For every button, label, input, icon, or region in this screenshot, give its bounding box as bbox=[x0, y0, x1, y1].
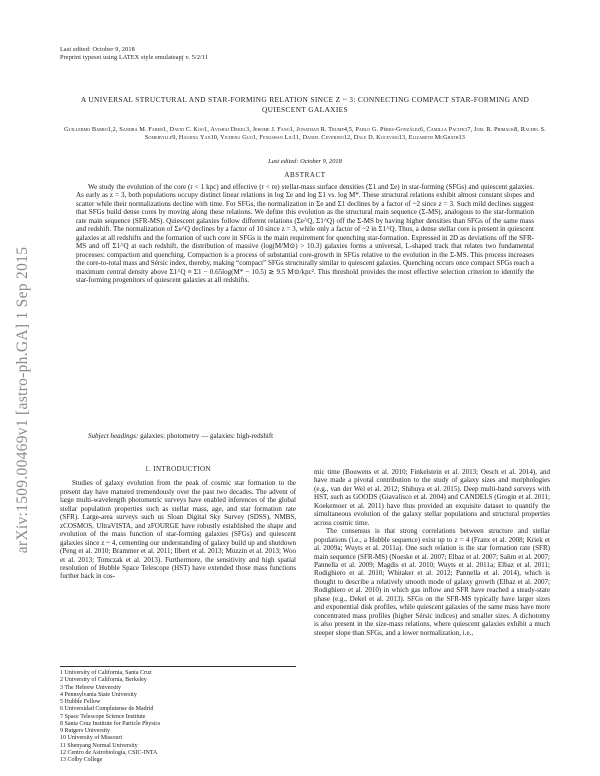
left-column bbox=[60, 465, 296, 581]
footnote-item: 6 Universidad Complutense de Madrid bbox=[60, 706, 154, 713]
subject-headings bbox=[88, 432, 534, 440]
footnote-item: 11 Shenyang Normal University bbox=[60, 742, 138, 749]
footnote-item: 4 Pennsylvania State University bbox=[60, 691, 137, 698]
abstract-heading: ABSTRACT bbox=[284, 171, 326, 179]
footnote-item: 13 Colby College bbox=[60, 757, 103, 763]
header-meta bbox=[60, 46, 208, 62]
footnote-item: 5 Hubble Fellow bbox=[60, 699, 101, 705]
footnote-item: 12 Centro de Astrobiología, CSIC-INTA bbox=[60, 749, 158, 756]
footnote-item: 3 The Hebrew University bbox=[60, 684, 122, 691]
subject-headings-text: galaxies: photometry — galaxies: high-redshift bbox=[140, 432, 274, 440]
last-edited-header: Last edited: October 9, 2018 bbox=[60, 46, 135, 53]
section-heading-introduction: 1. INTRODUCTION bbox=[145, 465, 211, 473]
abstract-body: We study the evolution of the core (r < 1 kpc) and effective (r < re) stellar-mass surface densities (Σ1 and Σe) in star-forming (SFGs) and quiescent galaxies. As early as z = 3, both populations occupy distinct linear relations in log Σe and log Σ1 vs. log M*. These structural relations exhibit almost constant slopes and scatter while their normalizations decline with time. For SFGs, the normalization in Σe and Σ1 declines by a factor of ~2 since z = 3. Such mild declines suggest that SFGs build dense cores by moving along these relations. We define this evolution as the structural main sequence (Σ-MS), analogous to the star-formation rate main sequence (SFR-MS). Quiescent galaxies follow different relations (Σe^Q, Σ1^Q) off the Σ-MS by having higher densities than SFGs of the same mass and redshift. The normalization of Σe^Q declines by a factor of 10 since z = 3, while only a factor of ~2 in Σ1^Q. Thus, a dense stellar core is present in quiescent galaxies at all redshifts and the formation of such core in SFGs is the main requirement for quenching star-formation. Expressed in 2D as deviations off the SFR-MS and off Σ1^Q at each redshift, the distribution of massive (log(M/M⊙) > 10.3) galaxies forms a universal, L-shaped track that relates two fundamental processes: compaction and quenching. Compaction is a process of substantial core-growth in SFGs relative to the evolution in the Σ-MS. This process increases the core-to-total mass and Sérsic index, thereby, making “compact” SFGs structurally similar to quiescent galaxies. Quenching occurs once compact SFGs reach a maximum central density above Σ1^Q ≡ Σ1 − 0.65log(M* − 10.5) ≳ 9.5 M⊙/kpc². This threshold provides the most effective selection criterion to identify the star-forming progenitors of quiescent galaxies at all redshifts. bbox=[76, 183, 534, 284]
intro-paragraph-1: Studies of galaxy evolution from the peak of cosmic star formation to the present day have matured tremendously over the past two decades. The advent of large multi-wavelength photometric surveys have enabled inferences of the global stellar population properties such as stellar mass, age, and star formation rate (SFR). Large-area surveys such us Sloan Digital Sky Survey (SDSS), NMBS, zCOSMOS, UltraVISTA, and zFOURGE have robustly established the shape and evolution of the mass function of star-forming galaxies (SFGs) and quiescent galaxies since z ~ 4, cementing our understanding of galaxy build up and shutdown (Peng et al. 2010; Brammer et al. 2011; Ilbert et al. 2013; Muzzin et al. 2013; Woo et al. 2013; Tomczak et al. 2013). Furthermore, the sensitivity and high spatial resolution of Hubble Space Telescope (HST) have extended those mass functions further back in cos- bbox=[60, 479, 296, 581]
author-list: Guillermo Barro1,2, Sandra M. Faber1, David C. Koo1, Avishai Dekel3, Jerome J. Fang1, Jonathan R. Trump4,5, Pablo G. Pérez-González6, Camilla Pacifici7, Joel R. Primack8, Rachel S. Somerville9, Haojing Yan10, Yicheng Guo1, Fengshan Liu11, Daniel Ceverino12, Dale D. Kocevski13, Elizabeth McGrath13 bbox=[64, 126, 546, 142]
affiliation-footnotes bbox=[60, 666, 296, 764]
intro-paragraph-2: The consensus is that strong correlations between structure and stellar populations (i.e., a Hubble sequence) exist up to z = 4 (Franx et al. 2008; Kriek et al. 2009a; Wuyts et al. 2011a). One such relation is the star formation rate (SFR) main sequence (SFR-MS) (Noeske et al. 2007; Elbaz et al. 2007; Salim et al. 2007; Pannella et al. 2009; Magdis et al. 2010; Wuyts et al. 2011a; Elbaz et al. 2011; Rodighiero et al. 2010; Whitaker et al. 2012; Pannella et al. 2014), which is thought to describe a relatively smooth mode of galaxy growth (Elbaz et al. 2007; Rodighiero et al. 2010) in which gas inflow and SFR have reached a steady-state phase (e.g., Dekel et al. 2013). SFGs on the SFR-MS typically have larger sizes and exponential disk profiles, while quiescent galaxies of the same mass have more concentrated mass profiles (higher Sérsic indices) and smaller sizes. A dichotomy is also present in the size-mass relations, where quiescent galaxies exhibit a much steeper slope than SFGs, and a lower normalization, i.e., bbox=[314, 527, 550, 637]
arxiv-stamp bbox=[12, 200, 34, 600]
intro-paragraph-continued: mic time (Bouwens et al. 2010; Finkelstein et al. 2013; Oesch et al. 2014), and have made a pivotal contribution to the study of galaxy sizes and morphologies (e.g., van der Wel et al. 2012; Shibuya et al. 2015). Deep multi-band surveys with HST, such as GOODS (Giavalisco et al. 2004) and CANDELS (Grogin et al. 2011; Koekemoer et al. 2011) have thus provided an exquisite dataset to quantify the simultaneous evolution of the galaxy stellar populations and structural properties across cosmic time. bbox=[314, 468, 550, 527]
last-edited-date: Last edited: October 9, 2018 bbox=[268, 158, 342, 165]
footnote-item: 10 University of Missouri bbox=[60, 735, 123, 742]
paper-title: A UNIVERSAL STRUCTURAL AND STAR-FORMING RELATION SINCE Z ~ 3: CONNECTING COMPACT STAR-FORMING AND QUIESCENT GALAXIES bbox=[80, 95, 530, 114]
subject-headings-label: Subject headings: bbox=[88, 432, 139, 440]
arxiv-identifier: arXiv:1509.00469v1 [astro-ph.GA] 1 Sep 2015 bbox=[14, 246, 31, 554]
footnote-item: 8 Santa Cruz Institute for Particle Physics bbox=[60, 720, 161, 727]
footnote-item: 7 Space Telescope Science Institute bbox=[60, 713, 146, 720]
footnote-item: 2 University of California, Berkeley bbox=[60, 677, 147, 684]
footnote-item: 1 University of California, Santa Cruz bbox=[60, 670, 152, 676]
right-column bbox=[314, 468, 550, 637]
footnote-item: 9 Rutgers University bbox=[60, 728, 110, 734]
preprint-note: Preprint typeset using LATEX style emulateapj v. 5/2/11 bbox=[60, 54, 209, 61]
